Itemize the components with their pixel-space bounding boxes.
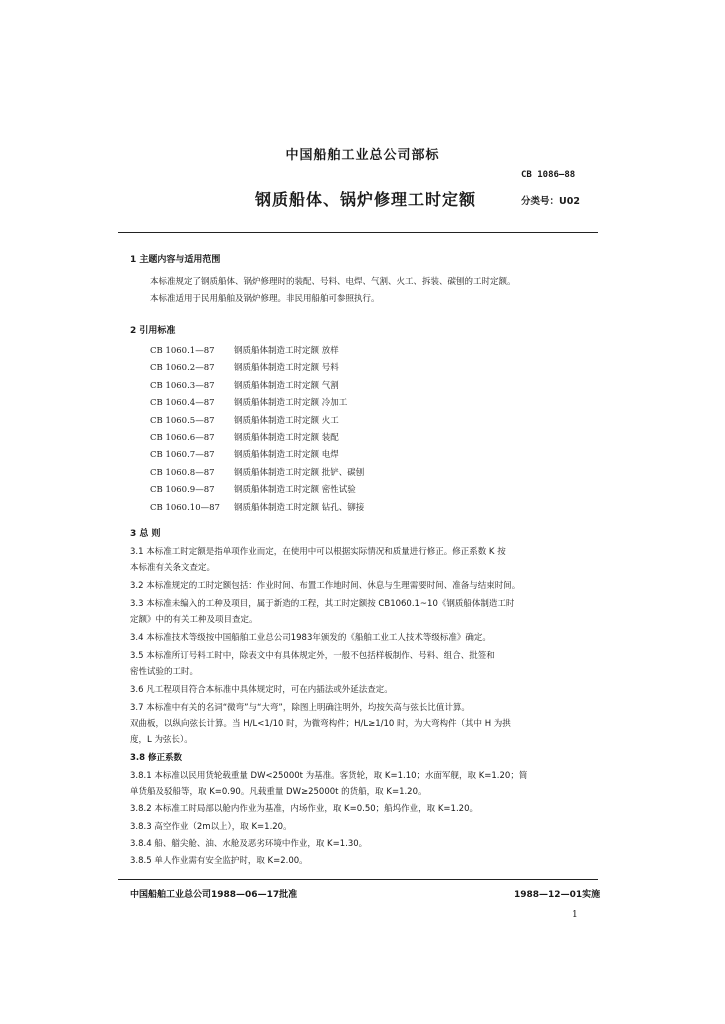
section-1-line-1: 本标准规定了钢质船体、锅炉修理时的装配、号料、电焊、气割、火工、拆装、碳刨的工时定额。 bbox=[150, 277, 516, 287]
reference-code: CB 1060.4—87 bbox=[150, 398, 215, 409]
reference-item bbox=[150, 483, 364, 500]
clause-3-5-line-2: 密性试验的工时。 bbox=[130, 667, 199, 677]
section-1-heading: 1 主题内容与适用范围 bbox=[130, 255, 221, 265]
clause-3-8-5: 3.8.5 单人作业需有安全监护时，取 K=2.00。 bbox=[130, 856, 308, 866]
reference-title: 钢质船体制造工时定额 火工 bbox=[234, 415, 339, 426]
reference-title: 钢质船体制造工时定额 批铲、碳刨 bbox=[234, 467, 365, 478]
clause-3-4: 3.4 本标准技术等级按中国船舶工业总公司1983年颁发的《船舶工业工人技术等级标准》确定。 bbox=[130, 633, 491, 643]
implementation-date: 1988—12—01实施 bbox=[514, 890, 601, 900]
footer-rule bbox=[118, 879, 598, 880]
classification-number: 分类号：U02 bbox=[521, 196, 580, 207]
reference-item bbox=[150, 448, 364, 465]
reference-title: 钢质船体制造工时定额 气割 bbox=[234, 380, 339, 391]
reference-item bbox=[150, 344, 364, 361]
issuer-title: 中国船舶工业总公司部标 bbox=[285, 148, 440, 163]
clause-3-6: 3.6 凡工程项目符合本标准中具体规定时，可在内插法或外延法查定。 bbox=[130, 685, 393, 695]
reference-title: 钢质船体制造工时定额 密性试验 bbox=[234, 485, 356, 496]
approval-date: 中国船舶工业总公司1988—06—17批准 bbox=[130, 890, 298, 900]
reference-item bbox=[150, 466, 364, 483]
clause-3-8-3: 3.8.3 高空作业（2m以上），取 K=1.20。 bbox=[130, 822, 292, 832]
clause-3-1-line-1: 3.1 本标准工时定额是指单项作业而定，在使用中可以根据实际情况和质量进行修正。修正系数 K 按 bbox=[130, 547, 506, 557]
clause-3-3-line-2: 定额》中的有关工种及项目查定。 bbox=[130, 615, 258, 625]
document-title: 钢质船体、锅炉修理工时定额 bbox=[255, 190, 477, 209]
clause-3-7-line-1: 3.7 本标准中有关的名词“微弯”与“大弯”，除图上明确注明外，均按矢高与弦长比值计算。 bbox=[130, 703, 470, 713]
reference-code: CB 1060.1—87 bbox=[150, 346, 215, 356]
standard-code: CB 1086—88 bbox=[521, 170, 576, 180]
clause-3-8-1-line-2: 单货船及驳船等，取 K=0.90。凡载重量 DW≥25000t 的货船，取 K=1.20。 bbox=[130, 787, 427, 797]
reference-code: CB 1060.6—87 bbox=[150, 432, 215, 443]
section-3-heading: 3 总 则 bbox=[130, 529, 161, 539]
page-number: 1 bbox=[572, 910, 578, 920]
reference-item bbox=[150, 501, 364, 518]
reference-item bbox=[150, 414, 364, 431]
reference-code: CB 1060.2—87 bbox=[150, 363, 215, 374]
reference-code: CB 1060.10—87 bbox=[150, 502, 220, 513]
reference-item bbox=[150, 379, 364, 396]
reference-item bbox=[150, 396, 364, 413]
header-rule bbox=[118, 232, 598, 233]
section-1-line-2: 本标准适用于民用船舶及锅炉修理。非民用船舶可参照执行。 bbox=[150, 294, 380, 304]
clause-3-5-line-1: 3.5 本标准所订号料工时中，除表文中有具体规定外，一般不包括样板制作、号料、组合、批签和 bbox=[130, 651, 495, 661]
reference-code: CB 1060.8—87 bbox=[150, 467, 215, 478]
clause-3-2: 3.2 本标准规定的工时定额包括：作业时间、布置工作地时间、休息与生理需要时间、准备与结束时间。 bbox=[130, 581, 521, 591]
clause-3-8-2: 3.8.2 本标准工时局部以舱内作业为基准，内场作业，取 K=0.50；船坞作业，取 K=1.20。 bbox=[130, 804, 478, 814]
section-2-heading: 2 引用标准 bbox=[130, 326, 176, 336]
reference-title: 钢质船体制造工时定额 号料 bbox=[234, 363, 339, 374]
clause-3-1-line-2: 本标准有关条文查定。 bbox=[130, 563, 216, 573]
reference-title: 钢质船体制造工时定额 电焊 bbox=[234, 450, 339, 461]
reference-code: CB 1060.9—87 bbox=[150, 485, 215, 496]
clause-3-7-line-2: 双曲板，以纵向弦长计算。当 H/L<1/10 时，为微弯构件；H/L≥1/10 时，为大弯构件（其中 H 为拱 bbox=[130, 719, 511, 729]
clause-3-3-line-1: 3.3 本标准未编入的工种及项目，属于新造的工程，其工时定额按 CB1060.1~10《钢质船体制造工时 bbox=[130, 599, 515, 609]
reference-title: 钢质船体制造工时定额 钻孔、铆接 bbox=[234, 502, 365, 513]
reference-title: 钢质船体制造工时定额 装配 bbox=[234, 432, 339, 443]
reference-item bbox=[150, 431, 364, 448]
reference-list bbox=[150, 344, 364, 518]
reference-code: CB 1060.7—87 bbox=[150, 450, 215, 461]
reference-code: CB 1060.3—87 bbox=[150, 380, 215, 391]
reference-item bbox=[150, 361, 364, 378]
clause-3-7-line-3: 度，L 为弦长）。 bbox=[130, 735, 193, 745]
reference-code: CB 1060.5—87 bbox=[150, 415, 215, 426]
clause-3-8-heading: 3.8 修正系数 bbox=[130, 753, 183, 763]
reference-title: 钢质船体制造工时定额 放样 bbox=[234, 346, 339, 356]
reference-title: 钢质船体制造工时定额 冷加工 bbox=[234, 398, 348, 409]
clause-3-8-1-line-1: 3.8.1 本标准以民用货轮载重量 DW<25000t 为基准。客货轮，取 K=1.10；水面军舰，取 K=1.20；简 bbox=[130, 771, 528, 781]
clause-3-8-4: 3.8.4 船、艏尖舱、油、水舱及恶劣环境中作业，取 K=1.30。 bbox=[130, 839, 368, 849]
